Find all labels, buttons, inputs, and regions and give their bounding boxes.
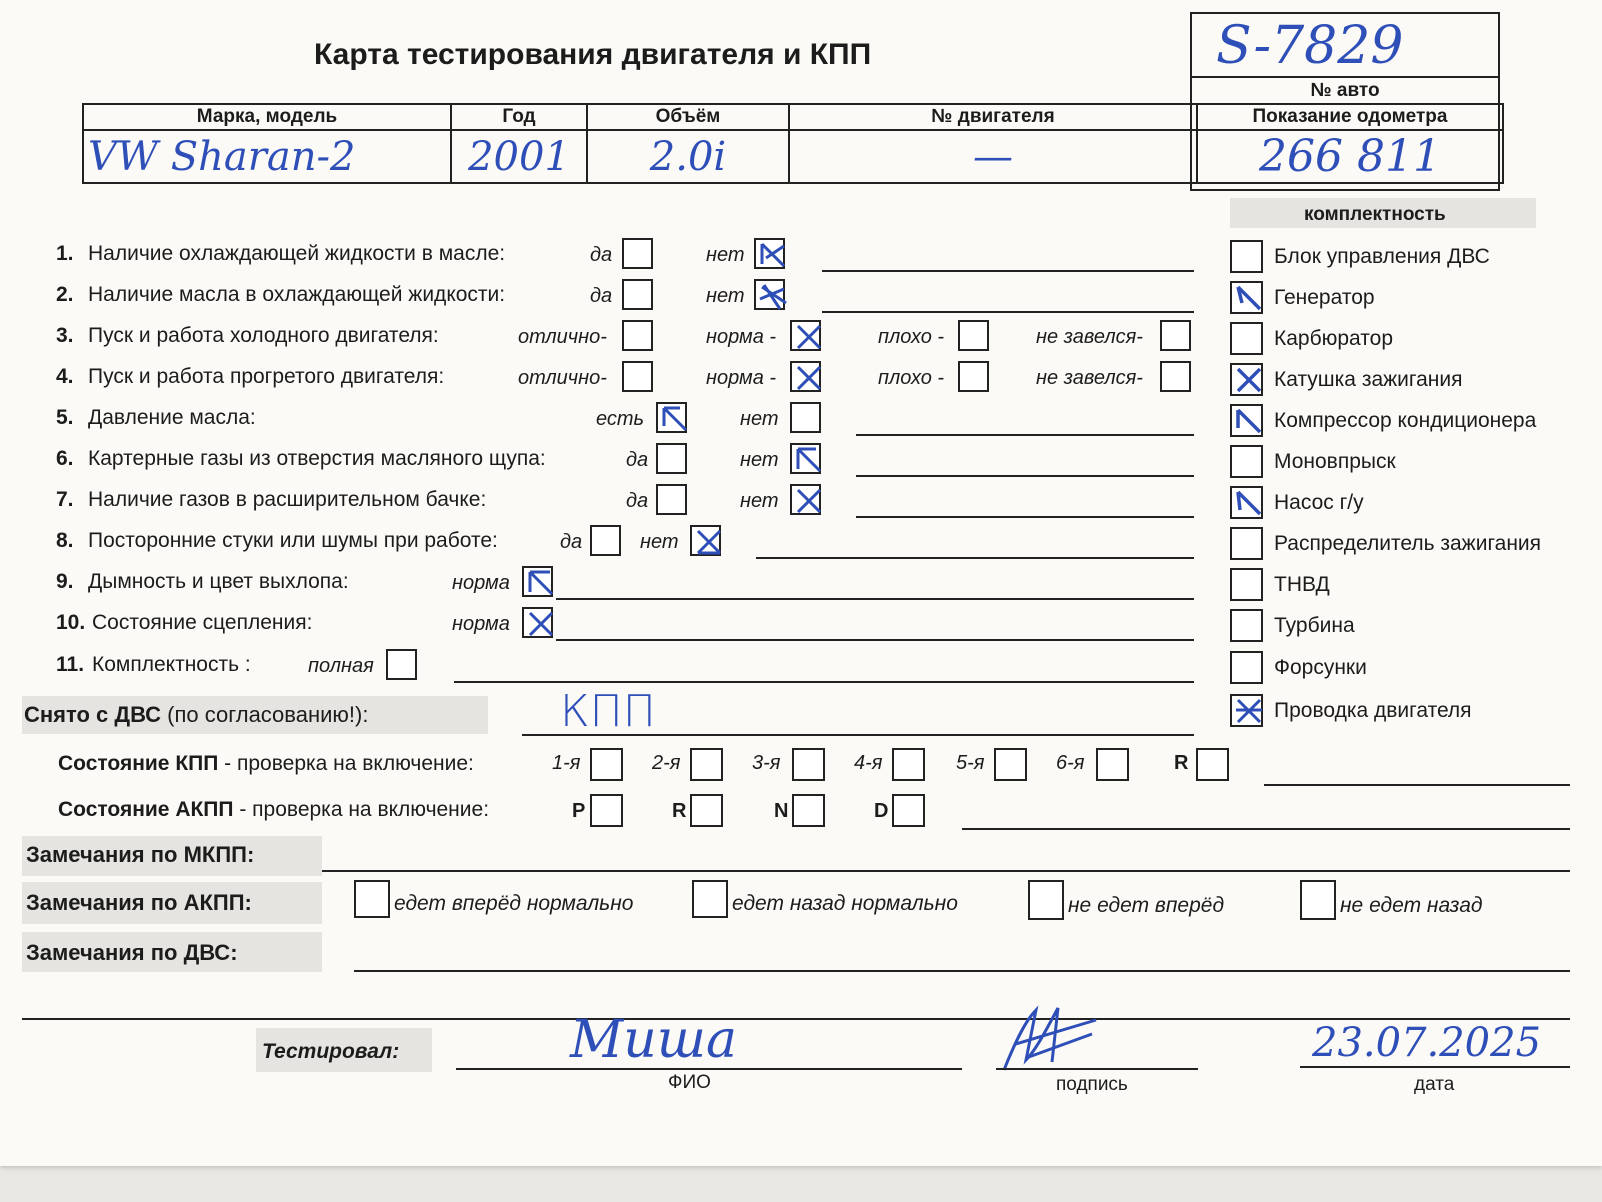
akpp-remark-label: едет назад нормально xyxy=(732,892,958,915)
test-number: 2. xyxy=(56,283,74,306)
mode-checkbox[interactable] xyxy=(590,794,623,827)
checkbox-not-started[interactable] xyxy=(1160,361,1191,392)
gear-checkbox[interactable] xyxy=(690,748,723,781)
header-make-model: Марка, модель xyxy=(83,104,451,130)
name-line xyxy=(456,1068,962,1070)
completeness-heading: комплектность xyxy=(1304,204,1446,225)
check-mark-icon xyxy=(1234,696,1264,726)
completeness-checkbox[interactable] xyxy=(1230,486,1263,519)
checkbox-no[interactable] xyxy=(790,484,821,515)
header-year: Год xyxy=(451,104,587,130)
remarks-mkpp-line xyxy=(322,870,1570,872)
completeness-checkbox[interactable] xyxy=(1230,363,1263,396)
checkbox-bad[interactable] xyxy=(958,361,989,392)
option-label-normal: норма - xyxy=(706,326,777,348)
completeness-label: Компрессор кондиционера xyxy=(1274,409,1537,432)
notes-line xyxy=(822,311,1194,313)
option-label-full: полная xyxy=(308,655,374,677)
gear-label: 3-я xyxy=(752,752,781,774)
completeness-checkbox[interactable] xyxy=(1230,609,1263,642)
gear-checkbox[interactable] xyxy=(1196,748,1229,781)
completeness-label: Блок управления ДВС xyxy=(1274,245,1490,268)
checkbox-normal[interactable] xyxy=(790,320,821,351)
option-label-yes: да xyxy=(626,490,649,512)
check-mark-icon xyxy=(794,322,824,352)
test-label: Посторонние стуки или шумы при работе: xyxy=(88,529,498,552)
checkbox-normal[interactable] xyxy=(522,566,553,597)
option-label-bad: плохо - xyxy=(878,367,945,389)
checkbox-yes[interactable] xyxy=(590,525,621,556)
check-mark-icon xyxy=(1234,283,1264,313)
test-number: 6. xyxy=(56,447,74,470)
completeness-label: Генератор xyxy=(1274,286,1375,309)
completeness-checkbox[interactable] xyxy=(1230,694,1263,727)
notes-line xyxy=(756,557,1194,559)
mode-label: N xyxy=(774,800,789,822)
mode-label: R xyxy=(672,800,687,822)
removed-value[interactable]: КПП xyxy=(560,686,656,737)
test-label: Наличие масла в охлаждающей жидкости: xyxy=(88,283,506,306)
akpp-label: Состояние АКПП - проверка на включение: xyxy=(58,798,490,821)
akpp-remark-checkbox[interactable] xyxy=(1300,880,1336,920)
checkbox-no[interactable] xyxy=(690,525,721,556)
akpp-remark-checkbox[interactable] xyxy=(1028,880,1064,920)
check-mark-icon xyxy=(1234,365,1264,395)
divider xyxy=(1192,76,1498,78)
completeness-label: Распределитель зажигания xyxy=(1274,532,1542,555)
checkbox-bad[interactable] xyxy=(958,320,989,351)
checkbox-yes[interactable] xyxy=(656,484,687,515)
date-line xyxy=(1300,1066,1570,1068)
check-mark-icon xyxy=(794,363,824,393)
completeness-checkbox[interactable] xyxy=(1230,445,1263,478)
option-label-bad: плохо - xyxy=(878,326,945,348)
notes-line xyxy=(556,598,1194,600)
notes-line xyxy=(856,434,1194,436)
removed-line xyxy=(522,734,1194,736)
option-label-excellent: отлично- xyxy=(518,367,607,389)
option-label-no: нет xyxy=(706,285,745,307)
test-number: 10. xyxy=(56,611,86,634)
option-label-yes: да xyxy=(590,244,613,266)
test-label: Картерные газы из отверстия масляного щупа: xyxy=(88,447,546,470)
gear-label: 1-я xyxy=(552,752,581,774)
completeness-checkbox[interactable] xyxy=(1230,527,1263,560)
mode-checkbox[interactable] xyxy=(792,794,825,827)
date-value[interactable]: 23.07.2025 xyxy=(1312,1020,1542,1066)
gear-checkbox[interactable] xyxy=(792,748,825,781)
completeness-label: ТНВД xyxy=(1274,573,1330,596)
tester-name-value[interactable]: Миша xyxy=(570,1010,737,1070)
mode-checkbox[interactable] xyxy=(690,794,723,827)
checkbox-excellent[interactable] xyxy=(622,320,653,351)
check-mark-icon xyxy=(758,281,788,311)
remarks-akpp-label: Замечания по АКПП: xyxy=(26,890,252,915)
option-label-yes: да xyxy=(560,531,583,553)
gear-label: 2-я xyxy=(652,752,681,774)
completeness-checkbox[interactable] xyxy=(1230,404,1263,437)
test-label: Дымность и цвет выхлопа: xyxy=(88,570,349,593)
kpp-label: Состояние КПП - проверка на включение: xyxy=(58,752,474,775)
header-volume: Объём xyxy=(587,104,789,130)
completeness-label: Насос г/у xyxy=(1274,491,1364,514)
completeness-checkbox[interactable] xyxy=(1230,281,1263,314)
odometer-value[interactable]: 266 811 xyxy=(1197,130,1503,183)
checkbox-no[interactable] xyxy=(790,402,821,433)
akpp-remark-checkbox[interactable] xyxy=(354,880,390,918)
notes-line xyxy=(556,639,1194,641)
checkbox-not-started[interactable] xyxy=(1160,320,1191,351)
kpp-notes-line xyxy=(1264,784,1570,786)
test-number: 7. xyxy=(56,488,74,511)
option-label-no: нет xyxy=(640,531,679,553)
test-label: Наличие охлаждающей жидкости в масле: xyxy=(88,242,506,265)
option-label-yes: да xyxy=(590,285,613,307)
check-mark-icon xyxy=(758,240,788,270)
completeness-label: Проводка двигателя xyxy=(1274,699,1472,722)
test-number: 8. xyxy=(56,529,74,552)
checkbox-yes[interactable] xyxy=(656,443,687,474)
option-label-normal: норма - xyxy=(706,367,777,389)
check-mark-icon xyxy=(1234,488,1264,518)
checkbox-normal[interactable] xyxy=(522,607,553,638)
option-label-excellent: отлично- xyxy=(518,326,607,348)
gear-label: R xyxy=(1174,752,1189,774)
akpp-remark-label: едет вперёд нормально xyxy=(394,892,634,915)
test-number: 11. xyxy=(56,653,85,676)
option-label-not-started: не завелся- xyxy=(1036,326,1143,348)
make-model-value[interactable]: VW Sharan-2 xyxy=(83,130,451,183)
mode-label: P xyxy=(572,800,586,822)
option-label-yes: да xyxy=(626,449,649,471)
gear-label: 5-я xyxy=(956,752,985,774)
gear-label: 4-я xyxy=(854,752,883,774)
completeness-label: Карбюратор xyxy=(1274,327,1394,350)
signature-caption: подпись xyxy=(1056,1074,1128,1095)
notes-line xyxy=(454,681,1194,683)
checkbox-yes[interactable] xyxy=(622,279,653,310)
checkbox-no[interactable] xyxy=(754,238,785,269)
remarks-mkpp-label: Замечания по МКПП: xyxy=(26,842,255,867)
completeness-checkbox[interactable] xyxy=(1230,322,1263,355)
tested-by-label: Тестировал: xyxy=(262,1040,400,1063)
option-label-no: нет xyxy=(740,408,779,430)
volume-value[interactable]: 2.0i xyxy=(587,130,789,183)
year-value[interactable]: 2001 xyxy=(451,130,587,183)
option-label-no: нет xyxy=(740,490,779,512)
vehicle-info-table xyxy=(82,103,1504,184)
mode-checkbox[interactable] xyxy=(892,794,925,827)
removed-label: Снято с ДВС (по согласованию!): xyxy=(24,702,369,727)
date-caption: дата xyxy=(1414,1074,1455,1095)
check-mark-icon xyxy=(526,568,556,598)
completeness-label: Форсунки xyxy=(1274,656,1367,679)
option-label-present: есть xyxy=(596,408,645,430)
checkbox-yes[interactable] xyxy=(622,238,653,269)
akpp-remark-label: не едет вперёд xyxy=(1068,894,1225,917)
remarks-dvs-label: Замечания по ДВС: xyxy=(26,940,238,965)
checkbox-present[interactable] xyxy=(656,402,687,433)
completeness-checkbox[interactable] xyxy=(1230,651,1263,684)
notes-line xyxy=(856,475,1194,477)
checkbox-excellent[interactable] xyxy=(622,361,653,392)
option-label-not-started: не завелся- xyxy=(1036,367,1143,389)
signature-line xyxy=(996,1068,1198,1070)
car-number-label: № авто xyxy=(1310,80,1380,101)
option-label-normal: норма xyxy=(452,572,510,594)
test-number: 4. xyxy=(56,365,74,388)
akpp-remark-label: не едет назад xyxy=(1340,894,1483,917)
test-label: Комплектность : xyxy=(92,653,251,676)
test-label: Давление масла: xyxy=(88,406,256,429)
test-number: 1. xyxy=(56,242,74,265)
option-label-normal: норма xyxy=(452,613,510,635)
checkbox-no[interactable] xyxy=(790,443,821,474)
check-mark-icon xyxy=(1234,406,1264,436)
test-label: Пуск и работа холодного двигателя: xyxy=(88,324,439,347)
completeness-label: Катушка зажигания xyxy=(1274,368,1463,391)
remarks-dvs-line xyxy=(354,970,1570,972)
checkbox-normal[interactable] xyxy=(790,361,821,392)
completeness-label: Моновпрыск xyxy=(1274,450,1396,473)
test-number: 5. xyxy=(56,406,74,429)
gear-checkbox[interactable] xyxy=(590,748,623,781)
completeness-checkbox[interactable] xyxy=(1230,240,1263,273)
test-number: 3. xyxy=(56,324,74,347)
gear-label: 6-я xyxy=(1056,752,1085,774)
engine-number-value[interactable]: — xyxy=(789,130,1197,183)
gear-checkbox[interactable] xyxy=(892,748,925,781)
akpp-notes-line xyxy=(962,828,1570,830)
check-mark-icon xyxy=(660,404,690,434)
notes-line xyxy=(822,270,1194,272)
name-caption: ФИО xyxy=(668,1072,711,1093)
checkbox-no[interactable] xyxy=(754,279,785,310)
test-label: Состояние сцепления: xyxy=(92,611,313,634)
notes-line xyxy=(856,516,1194,518)
completeness-label: Турбина xyxy=(1274,614,1355,637)
car-number-value[interactable]: S-7829 xyxy=(1216,16,1404,76)
option-label-no: нет xyxy=(706,244,745,266)
page-title: Карта тестирования двигателя и КПП xyxy=(314,38,872,71)
completeness-checkbox[interactable] xyxy=(1230,568,1263,601)
check-mark-icon xyxy=(794,486,824,516)
check-mark-icon xyxy=(794,445,824,475)
option-label-no: нет xyxy=(740,449,779,471)
checkbox-full[interactable] xyxy=(386,649,417,680)
test-label: Пуск и работа прогретого двигателя: xyxy=(88,365,445,388)
header-odometer: Показание одометра xyxy=(1197,104,1503,130)
test-label: Наличие газов в расширительном бачке: xyxy=(88,488,487,511)
mode-label: D xyxy=(874,800,889,822)
gear-checkbox[interactable] xyxy=(1096,748,1129,781)
check-mark-icon xyxy=(694,527,724,557)
gear-checkbox[interactable] xyxy=(994,748,1027,781)
header-engine-number: № двигателя xyxy=(789,104,1197,130)
check-mark-icon xyxy=(526,609,556,639)
akpp-remark-checkbox[interactable] xyxy=(692,880,728,918)
test-number: 9. xyxy=(56,570,74,593)
